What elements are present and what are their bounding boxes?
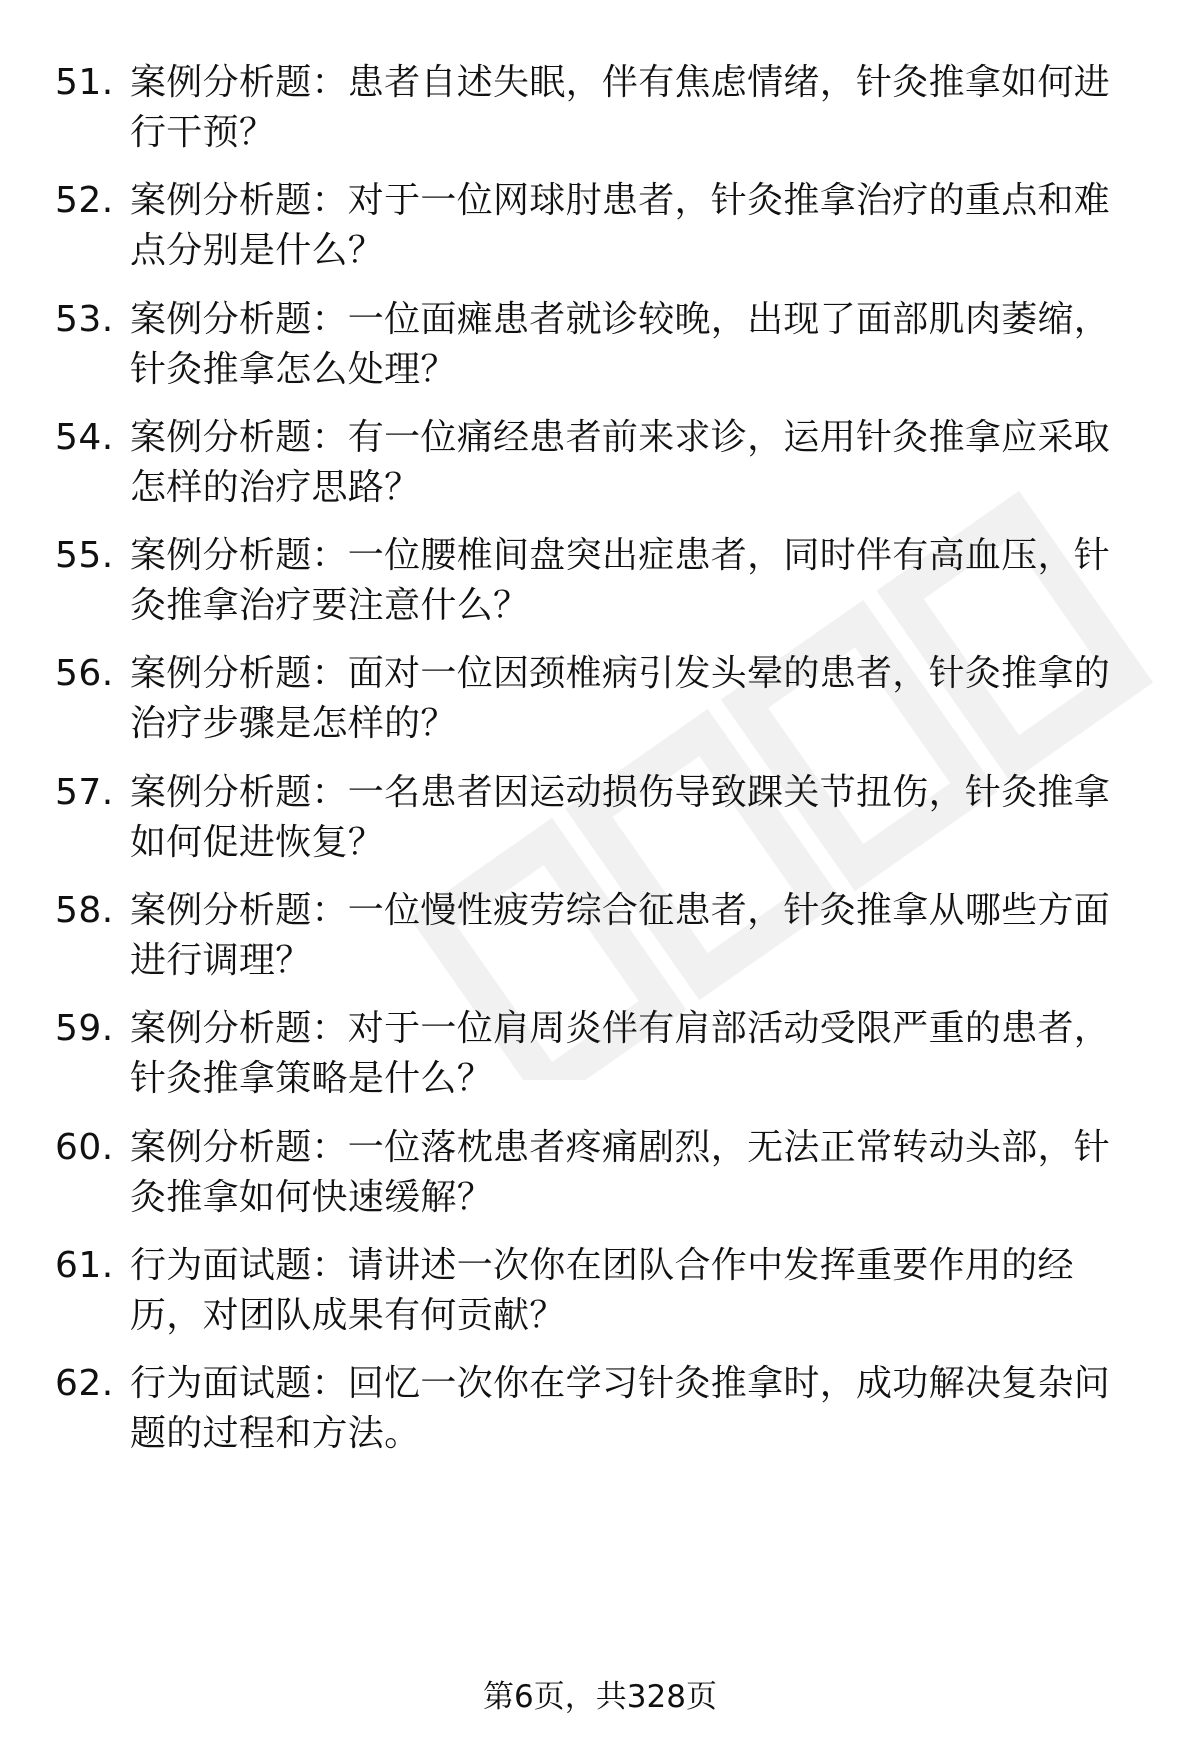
question-text: 案例分析题：一位慢性疲劳综合征患者，针灸推拿从哪些方面进行调理？ — [130, 890, 1111, 981]
question-number: 51. — [55, 62, 114, 103]
question-number: 61. — [55, 1245, 114, 1286]
page-footer: 第6页，共328页 — [483, 1679, 717, 1715]
question-text: 案例分析题：患者自述失眠，伴有焦虑情绪，针灸推拿如何进行干预？ — [130, 62, 1111, 153]
question-item — [55, 768, 1135, 868]
question-text: 案例分析题：对于一位网球肘患者，针灸推拿治疗的重点和难点分别是什么？ — [130, 180, 1111, 271]
question-item — [55, 886, 1135, 986]
question-item — [55, 1359, 1135, 1459]
question-text: 行为面试题：请讲述一次你在团队合作中发挥重要作用的经历，对团队成果有何贡献？ — [130, 1245, 1074, 1336]
question-number: 59. — [55, 1008, 114, 1049]
question-item — [55, 295, 1135, 395]
question-item — [55, 1123, 1135, 1223]
question-text: 案例分析题：对于一位肩周炎伴有肩部活动受限严重的患者，针灸推拿策略是什么？ — [130, 1008, 1111, 1099]
question-number: 55. — [55, 535, 114, 576]
question-item — [55, 1241, 1135, 1341]
question-number: 57. — [55, 772, 114, 813]
question-item — [55, 531, 1135, 631]
question-item — [55, 1004, 1135, 1104]
question-number: 56. — [55, 653, 114, 694]
question-number: 54. — [55, 417, 114, 458]
question-item — [55, 649, 1135, 749]
question-number: 52. — [55, 180, 114, 221]
question-text: 案例分析题：一名患者因运动损伤导致踝关节扭伤，针灸推拿如何促进恢复？ — [130, 772, 1111, 863]
question-text: 案例分析题：一位落枕患者疼痛剧烈，无法正常转动头部，针灸推拿如何快速缓解？ — [130, 1127, 1111, 1218]
question-text: 案例分析题：面对一位因颈椎病引发头晕的患者，针灸推拿的治疗步骤是怎样的？ — [130, 653, 1111, 744]
question-number: 53. — [55, 299, 114, 340]
question-text: 案例分析题：一位面瘫患者就诊较晚，出现了面部肌肉萎缩，针灸推拿怎么处理？ — [130, 299, 1111, 390]
question-number: 58. — [55, 890, 114, 931]
question-text: 案例分析题：有一位痛经患者前来求诊，运用针灸推拿应采取怎样的治疗思路？ — [130, 417, 1111, 508]
question-item — [55, 176, 1135, 276]
question-text: 行为面试题：回忆一次你在学习针灸推拿时，成功解决复杂问题的过程和方法。 — [130, 1363, 1111, 1454]
question-item — [55, 58, 1135, 158]
question-number: 60. — [55, 1127, 114, 1168]
question-text: 案例分析题：一位腰椎间盘突出症患者，同时伴有高血压，针灸推拿治疗要注意什么？ — [130, 535, 1111, 626]
question-item — [55, 413, 1135, 513]
question-number: 62. — [55, 1363, 114, 1404]
